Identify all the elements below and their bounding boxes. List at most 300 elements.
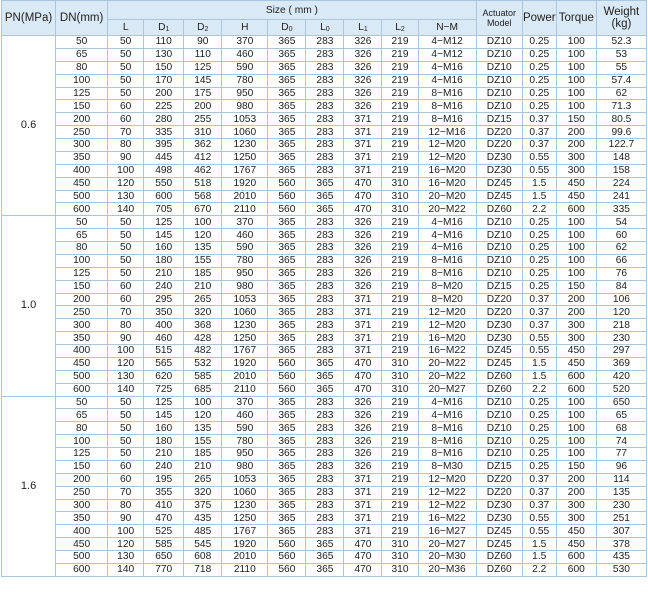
cell-power: 2.2 <box>522 203 556 216</box>
cell-l1: 326 <box>344 396 382 409</box>
cell-l2: 219 <box>382 499 418 512</box>
table-row <box>2 332 647 345</box>
cell-d2: 100 <box>184 396 222 409</box>
cell-dn: 80 <box>56 242 108 255</box>
cell-torque: 150 <box>556 113 596 126</box>
size-subheader-l1 <box>344 20 382 36</box>
cell-actuator-model: DZ10 <box>476 87 522 100</box>
cell-l2: 310 <box>382 383 418 396</box>
cell-torque: 300 <box>556 151 596 164</box>
cell-d0: 365 <box>268 216 306 229</box>
cell-actuator-model: DZ10 <box>476 254 522 267</box>
cell-power: 0.55 <box>522 345 556 358</box>
cell-l: 70 <box>108 126 144 139</box>
cell-d2: 320 <box>184 486 222 499</box>
cell-actuator-model: DZ10 <box>476 48 522 61</box>
cell-n-m: 8−M16 <box>418 448 476 461</box>
cell-n-m: 20−M27 <box>418 383 476 396</box>
cell-l0: 283 <box>306 409 344 422</box>
table-row <box>2 460 647 473</box>
cell-weight: 106 <box>596 293 646 306</box>
cell-power: 0.55 <box>522 164 556 177</box>
cell-actuator-model: DZ45 <box>476 525 522 538</box>
subheader-main: L <box>395 22 401 33</box>
dn-header: DN(mm) <box>56 1 108 36</box>
cell-l2: 219 <box>382 126 418 139</box>
cell-power: 0.25 <box>522 396 556 409</box>
cell-h: 460 <box>222 409 268 422</box>
cell-power: 0.37 <box>522 499 556 512</box>
cell-l0: 283 <box>306 113 344 126</box>
cell-d1: 460 <box>144 332 184 345</box>
cell-d2: 428 <box>184 332 222 345</box>
cell-l0: 365 <box>306 357 344 370</box>
cell-d1: 280 <box>144 113 184 126</box>
cell-d1: 295 <box>144 293 184 306</box>
cell-weight: 80.5 <box>596 113 646 126</box>
cell-h: 590 <box>222 422 268 435</box>
cell-l2: 219 <box>382 229 418 242</box>
cell-power: 0.25 <box>522 229 556 242</box>
cell-d2: 532 <box>184 357 222 370</box>
cell-l0: 283 <box>306 332 344 345</box>
cell-d1: 125 <box>144 216 184 229</box>
size-subheader-d2 <box>184 20 222 36</box>
cell-l: 50 <box>108 267 144 280</box>
subheader-subscript: 2 <box>400 26 405 33</box>
cell-l1: 326 <box>344 280 382 293</box>
cell-d2: 545 <box>184 538 222 551</box>
subheader-subscript: 1 <box>363 26 368 33</box>
subheader-main: H <box>241 22 249 33</box>
table-body <box>2 36 647 577</box>
cell-l2: 219 <box>382 293 418 306</box>
cell-torque: 100 <box>556 422 596 435</box>
cell-weight: 84 <box>596 280 646 293</box>
cell-d0: 365 <box>268 164 306 177</box>
cell-dn: 400 <box>56 164 108 177</box>
cell-power: 0.25 <box>522 460 556 473</box>
cell-l1: 326 <box>344 100 382 113</box>
cell-actuator-model: DZ10 <box>476 448 522 461</box>
cell-d0: 365 <box>268 422 306 435</box>
cell-d1: 210 <box>144 267 184 280</box>
size-subheader-n-m <box>418 20 476 36</box>
cell-d1: 145 <box>144 229 184 242</box>
cell-l0: 283 <box>306 216 344 229</box>
cell-d1: 525 <box>144 525 184 538</box>
cell-power: 0.25 <box>522 280 556 293</box>
cell-l1: 326 <box>344 254 382 267</box>
cell-torque: 300 <box>556 164 596 177</box>
cell-power: 2.2 <box>522 563 556 576</box>
cell-h: 1060 <box>222 126 268 139</box>
cell-dn: 500 <box>56 551 108 564</box>
cell-d0: 365 <box>268 151 306 164</box>
cell-l: 120 <box>108 538 144 551</box>
cell-n-m: 4−M16 <box>418 61 476 74</box>
cell-l0: 283 <box>306 306 344 319</box>
cell-l2: 219 <box>382 512 418 525</box>
cell-d0: 365 <box>268 48 306 61</box>
cell-d2: 608 <box>184 551 222 564</box>
cell-torque: 100 <box>556 48 596 61</box>
cell-h: 590 <box>222 242 268 255</box>
cell-d1: 725 <box>144 383 184 396</box>
table-row <box>2 61 647 74</box>
cell-dn: 80 <box>56 61 108 74</box>
cell-actuator-model: DZ45 <box>476 177 522 190</box>
cell-d2: 482 <box>184 345 222 358</box>
cell-torque: 300 <box>556 512 596 525</box>
cell-d2: 155 <box>184 254 222 267</box>
cell-l1: 371 <box>344 319 382 332</box>
cell-d1: 565 <box>144 357 184 370</box>
cell-h: 2010 <box>222 370 268 383</box>
cell-torque: 300 <box>556 332 596 345</box>
cell-torque: 600 <box>556 551 596 564</box>
cell-actuator-model: DZ10 <box>476 435 522 448</box>
cell-l: 130 <box>108 370 144 383</box>
cell-l: 50 <box>108 254 144 267</box>
cell-l1: 470 <box>344 538 382 551</box>
cell-n-m: 12−M20 <box>418 306 476 319</box>
cell-l: 80 <box>108 139 144 152</box>
cell-l0: 283 <box>306 460 344 473</box>
table-row <box>2 473 647 486</box>
cell-dn: 125 <box>56 448 108 461</box>
cell-d1: 110 <box>144 36 184 49</box>
cell-weight: 68 <box>596 422 646 435</box>
cell-h: 1920 <box>222 357 268 370</box>
cell-d1: 600 <box>144 190 184 203</box>
cell-torque: 100 <box>556 242 596 255</box>
table-row <box>2 422 647 435</box>
cell-l1: 326 <box>344 242 382 255</box>
cell-actuator-model: DZ30 <box>476 499 522 512</box>
cell-power: 0.55 <box>522 332 556 345</box>
cell-l2: 310 <box>382 551 418 564</box>
cell-n-m: 12−M22 <box>418 486 476 499</box>
cell-l0: 283 <box>306 74 344 87</box>
cell-d1: 195 <box>144 473 184 486</box>
cell-d0: 365 <box>268 87 306 100</box>
cell-d2: 125 <box>184 61 222 74</box>
table-row <box>2 36 647 49</box>
cell-power: 0.37 <box>522 126 556 139</box>
cell-dn: 250 <box>56 486 108 499</box>
cell-power: 0.37 <box>522 139 556 152</box>
cell-weight: 158 <box>596 164 646 177</box>
cell-d0: 365 <box>268 280 306 293</box>
cell-l0: 283 <box>306 396 344 409</box>
cell-l1: 371 <box>344 473 382 486</box>
cell-dn: 125 <box>56 87 108 100</box>
cell-d1: 620 <box>144 370 184 383</box>
cell-d0: 365 <box>268 345 306 358</box>
cell-torque: 150 <box>556 460 596 473</box>
cell-actuator-model: DZ30 <box>476 164 522 177</box>
cell-dn: 80 <box>56 422 108 435</box>
cell-n-m: 4−M16 <box>418 242 476 255</box>
cell-l0: 283 <box>306 293 344 306</box>
cell-d2: 110 <box>184 48 222 61</box>
cell-l1: 470 <box>344 370 382 383</box>
cell-d0: 365 <box>268 254 306 267</box>
cell-d0: 365 <box>268 100 306 113</box>
cell-l: 140 <box>108 383 144 396</box>
cell-n-m: 12−M20 <box>418 473 476 486</box>
cell-h: 2010 <box>222 190 268 203</box>
subheader-main: D <box>197 22 205 33</box>
cell-actuator-model: DZ45 <box>476 357 522 370</box>
table-row <box>2 357 647 370</box>
cell-l2: 219 <box>382 525 418 538</box>
cell-l0: 283 <box>306 229 344 242</box>
weight-header-line1: Weight <box>603 6 640 18</box>
table-row <box>2 486 647 499</box>
cell-dn: 100 <box>56 74 108 87</box>
cell-torque: 600 <box>556 203 596 216</box>
cell-d0: 365 <box>268 113 306 126</box>
cell-torque: 200 <box>556 306 596 319</box>
cell-power: 0.25 <box>522 409 556 422</box>
weight-header-line2: (kg) <box>611 18 632 30</box>
cell-l1: 470 <box>344 551 382 564</box>
cell-d2: 120 <box>184 229 222 242</box>
cell-d0: 560 <box>268 203 306 216</box>
cell-d1: 400 <box>144 319 184 332</box>
cell-d1: 130 <box>144 48 184 61</box>
cell-d2: 265 <box>184 293 222 306</box>
table-row <box>2 383 647 396</box>
cell-d1: 180 <box>144 435 184 448</box>
cell-l2: 219 <box>382 139 418 152</box>
cell-power: 0.37 <box>522 319 556 332</box>
cell-d1: 445 <box>144 151 184 164</box>
cell-n-m: 20−M27 <box>418 538 476 551</box>
table-row <box>2 113 647 126</box>
cell-l1: 470 <box>344 357 382 370</box>
cell-weight: 297 <box>596 345 646 358</box>
cell-h: 780 <box>222 435 268 448</box>
cell-n-m: 4−M12 <box>418 36 476 49</box>
cell-l2: 310 <box>382 357 418 370</box>
cell-actuator-model: DZ60 <box>476 551 522 564</box>
cell-d0: 365 <box>268 448 306 461</box>
cell-l1: 371 <box>344 164 382 177</box>
cell-dn: 450 <box>56 538 108 551</box>
cell-power: 1.5 <box>522 177 556 190</box>
cell-l: 60 <box>108 473 144 486</box>
cell-d2: 310 <box>184 126 222 139</box>
cell-l2: 219 <box>382 306 418 319</box>
cell-torque: 600 <box>556 370 596 383</box>
cell-h: 780 <box>222 254 268 267</box>
cell-l0: 283 <box>306 473 344 486</box>
cell-n-m: 8−M30 <box>418 460 476 473</box>
cell-h: 1053 <box>222 473 268 486</box>
cell-l: 80 <box>108 499 144 512</box>
cell-actuator-model: DZ45 <box>476 190 522 203</box>
cell-h: 370 <box>222 396 268 409</box>
cell-l2: 219 <box>382 409 418 422</box>
cell-dn: 65 <box>56 48 108 61</box>
cell-l0: 365 <box>306 177 344 190</box>
subheader-subscript: 1 <box>165 26 170 33</box>
cell-l: 130 <box>108 551 144 564</box>
cell-l1: 326 <box>344 267 382 280</box>
cell-d0: 365 <box>268 512 306 525</box>
cell-l0: 283 <box>306 267 344 280</box>
cell-l2: 219 <box>382 151 418 164</box>
cell-weight: 230 <box>596 499 646 512</box>
cell-d0: 365 <box>268 486 306 499</box>
cell-d1: 145 <box>144 409 184 422</box>
cell-dn: 200 <box>56 473 108 486</box>
cell-dn: 600 <box>56 563 108 576</box>
cell-actuator-model: DZ10 <box>476 396 522 409</box>
table-row <box>2 216 647 229</box>
cell-h: 1920 <box>222 177 268 190</box>
cell-torque: 200 <box>556 293 596 306</box>
cell-d2: 135 <box>184 242 222 255</box>
table-row <box>2 280 647 293</box>
cell-torque: 150 <box>556 280 596 293</box>
cell-d1: 335 <box>144 126 184 139</box>
cell-d2: 185 <box>184 267 222 280</box>
cell-n-m: 8−M16 <box>418 422 476 435</box>
cell-torque: 100 <box>556 216 596 229</box>
cell-d2: 670 <box>184 203 222 216</box>
cell-d2: 135 <box>184 422 222 435</box>
cell-power: 0.37 <box>522 306 556 319</box>
cell-l0: 365 <box>306 563 344 576</box>
cell-actuator-model: DZ20 <box>476 486 522 499</box>
cell-d0: 560 <box>268 370 306 383</box>
cell-torque: 600 <box>556 563 596 576</box>
actuator-header-line2: Model <box>486 18 512 28</box>
cell-n-m: 12−M20 <box>418 139 476 152</box>
cell-torque: 200 <box>556 139 596 152</box>
cell-l1: 326 <box>344 435 382 448</box>
cell-weight: 224 <box>596 177 646 190</box>
cell-l2: 219 <box>382 280 418 293</box>
cell-l0: 283 <box>306 280 344 293</box>
cell-weight: 62 <box>596 242 646 255</box>
cell-l0: 283 <box>306 100 344 113</box>
cell-n-m: 8−M16 <box>418 435 476 448</box>
cell-l2: 219 <box>382 332 418 345</box>
cell-weight: 120 <box>596 306 646 319</box>
cell-l: 60 <box>108 460 144 473</box>
cell-l2: 219 <box>382 48 418 61</box>
cell-d0: 365 <box>268 61 306 74</box>
cell-l1: 326 <box>344 87 382 100</box>
table-row <box>2 525 647 538</box>
cell-dn: 100 <box>56 254 108 267</box>
cell-l2: 219 <box>382 422 418 435</box>
cell-l2: 219 <box>382 242 418 255</box>
cell-l: 50 <box>108 216 144 229</box>
cell-weight: 520 <box>596 383 646 396</box>
cell-n-m: 16−M20 <box>418 332 476 345</box>
cell-weight: 71.3 <box>596 100 646 113</box>
cell-weight: 650 <box>596 396 646 409</box>
cell-d2: 100 <box>184 216 222 229</box>
cell-h: 1250 <box>222 151 268 164</box>
cell-l1: 326 <box>344 409 382 422</box>
cell-d1: 585 <box>144 538 184 551</box>
cell-n-m: 4−M16 <box>418 396 476 409</box>
cell-l0: 283 <box>306 525 344 538</box>
cell-l2: 219 <box>382 448 418 461</box>
cell-actuator-model: DZ10 <box>476 36 522 49</box>
cell-torque: 450 <box>556 357 596 370</box>
cell-dn: 150 <box>56 460 108 473</box>
cell-weight: 148 <box>596 151 646 164</box>
cell-dn: 50 <box>56 216 108 229</box>
cell-d2: 120 <box>184 409 222 422</box>
table-row <box>2 512 647 525</box>
cell-actuator-model: DZ10 <box>476 242 522 255</box>
cell-l: 60 <box>108 293 144 306</box>
subheader-subscript: 0 <box>288 26 293 33</box>
cell-d0: 365 <box>268 499 306 512</box>
cell-actuator-model: DZ45 <box>476 538 522 551</box>
cell-weight: 74 <box>596 435 646 448</box>
cell-d1: 650 <box>144 551 184 564</box>
cell-n-m: 8−M16 <box>418 100 476 113</box>
subheader-main: N−M <box>436 22 458 33</box>
cell-torque: 100 <box>556 409 596 422</box>
cell-d2: 90 <box>184 36 222 49</box>
cell-dn: 125 <box>56 267 108 280</box>
cell-h: 1060 <box>222 486 268 499</box>
cell-h: 1250 <box>222 512 268 525</box>
cell-h: 1230 <box>222 499 268 512</box>
cell-d0: 560 <box>268 357 306 370</box>
cell-d0: 365 <box>268 409 306 422</box>
cell-d1: 350 <box>144 306 184 319</box>
cell-actuator-model: DZ60 <box>476 563 522 576</box>
cell-torque: 100 <box>556 396 596 409</box>
cell-weight: 76 <box>596 267 646 280</box>
cell-l1: 470 <box>344 190 382 203</box>
cell-d0: 365 <box>268 525 306 538</box>
cell-actuator-model: DZ60 <box>476 383 522 396</box>
cell-d0: 365 <box>268 319 306 332</box>
cell-d1: 180 <box>144 254 184 267</box>
cell-d1: 125 <box>144 396 184 409</box>
cell-l: 70 <box>108 486 144 499</box>
cell-torque: 100 <box>556 74 596 87</box>
cell-power: 0.37 <box>522 293 556 306</box>
cell-weight: 335 <box>596 203 646 216</box>
cell-l0: 283 <box>306 242 344 255</box>
cell-power: 1.5 <box>522 190 556 203</box>
cell-actuator-model: DZ20 <box>476 139 522 152</box>
cell-actuator-model: DZ10 <box>476 409 522 422</box>
cell-torque: 100 <box>556 87 596 100</box>
cell-h: 590 <box>222 61 268 74</box>
cell-l: 140 <box>108 203 144 216</box>
cell-d2: 485 <box>184 525 222 538</box>
cell-weight: 54 <box>596 216 646 229</box>
table-row <box>2 435 647 448</box>
size-subheader-l2 <box>382 20 418 36</box>
table-row <box>2 151 647 164</box>
